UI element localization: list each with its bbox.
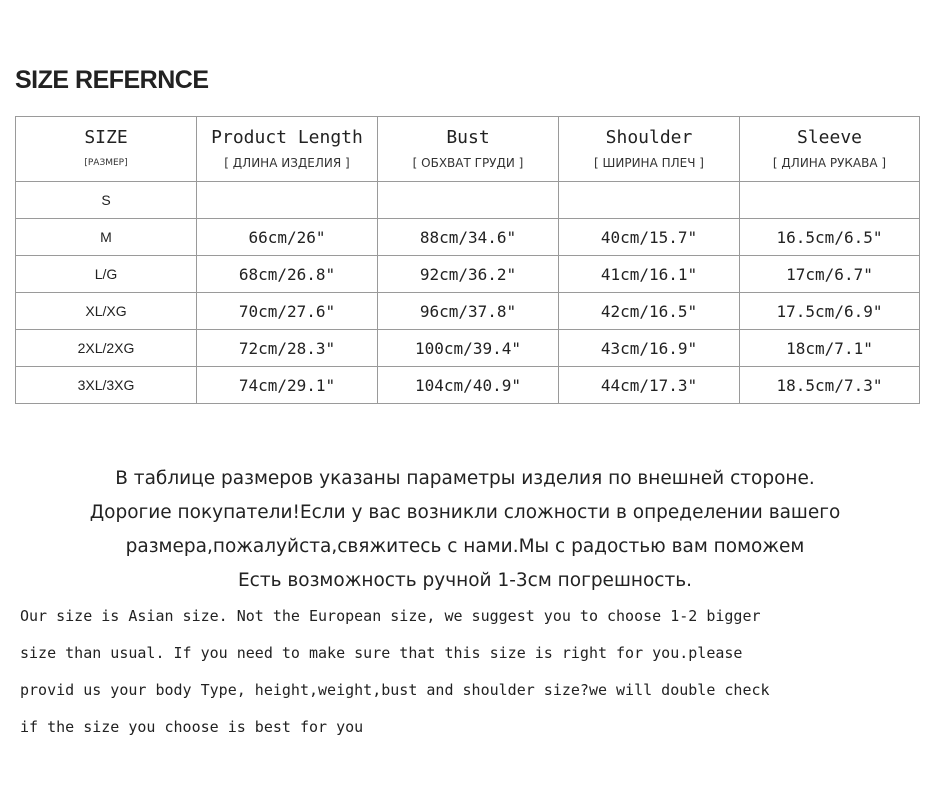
header-sleeve xyxy=(740,117,920,182)
table-row xyxy=(16,367,920,404)
english-note xyxy=(20,598,920,746)
header-shoulder-label: Shoulder xyxy=(605,126,693,148)
header-sleeve-ru-label: [ ДЛИНА РУКАВА ] xyxy=(772,155,887,170)
russian-note-line: размера,пожалуйста,свяжитесь с нами.Мы с радостью вам поможем xyxy=(125,536,805,557)
length-cell xyxy=(197,182,378,219)
header-shoulder xyxy=(559,117,740,182)
russian-note-line: Есть возможность ручной 1-3см погрешность. xyxy=(237,570,693,591)
length-cell: 74cm/29.1" xyxy=(197,367,378,404)
header-product-length xyxy=(197,117,378,182)
bust-cell: 104cm/40.9" xyxy=(378,367,559,404)
length-cell: 66cm/26" xyxy=(197,219,378,256)
english-note-line: provid us your body Type, height,weight,bust and shoulder size?we will double check xyxy=(20,681,770,699)
header-sleeve-label: Sleeve xyxy=(796,126,863,148)
english-note-line: size than usual. If you need to make sure that this size is right for you.please xyxy=(20,644,743,662)
shoulder-cell: 41cm/16.1" xyxy=(559,256,740,293)
header-bust-ru-label: [ ОБХВАТ ГРУДИ ] xyxy=(412,155,524,170)
table-header-row xyxy=(16,117,920,182)
header-bust xyxy=(378,117,559,182)
shoulder-cell: 44cm/17.3" xyxy=(559,367,740,404)
bust-cell xyxy=(378,182,559,219)
table-row xyxy=(16,219,920,256)
header-size-label: SIZE xyxy=(84,126,128,148)
shoulder-cell: 42cm/16.5" xyxy=(559,293,740,330)
english-note-line: Our size is Asian size. Not the European size, we suggest you to choose 1-2 bigger xyxy=(20,607,761,625)
length-cell: 72cm/28.3" xyxy=(197,330,378,367)
sleeve-cell: 18cm/7.1" xyxy=(740,330,920,367)
bust-cell: 88cm/34.6" xyxy=(378,219,559,256)
header-size xyxy=(16,117,197,182)
size-cell: 3XL/3XG xyxy=(16,367,197,404)
shoulder-cell: 40cm/15.7" xyxy=(559,219,740,256)
bust-cell: 92cm/36.2" xyxy=(378,256,559,293)
bust-cell: 100cm/39.4" xyxy=(378,330,559,367)
russian-note-line: Дорогие покупатели!Если у вас возникли сложности в определении вашего xyxy=(89,502,841,523)
length-cell: 70cm/27.6" xyxy=(197,293,378,330)
table-row xyxy=(16,182,920,219)
bust-cell: 96cm/37.8" xyxy=(378,293,559,330)
size-cell: S xyxy=(16,182,197,219)
sleeve-cell xyxy=(740,182,920,219)
length-cell: 68cm/26.8" xyxy=(197,256,378,293)
shoulder-cell xyxy=(559,182,740,219)
sleeve-cell: 17cm/6.7" xyxy=(740,256,920,293)
sleeve-cell: 18.5cm/7.3" xyxy=(740,367,920,404)
size-cell: M xyxy=(16,219,197,256)
table-row xyxy=(16,256,920,293)
english-note-line: if the size you choose is best for you xyxy=(20,718,364,736)
size-cell: XL/XG xyxy=(16,293,197,330)
russian-note xyxy=(0,462,930,598)
shoulder-cell: 43cm/16.9" xyxy=(559,330,740,367)
header-shoulder-ru-label: [ ШИРИНА ПЛЕЧ ] xyxy=(594,155,704,170)
header-size-ru-label: [РАЗМЕР] xyxy=(84,157,128,168)
header-bust-label: Bust xyxy=(446,126,490,148)
table-row xyxy=(16,330,920,367)
russian-note-line: В таблице размеров указаны параметры изделия по внешней стороне. xyxy=(115,468,815,489)
header-product-length-label: Product Length xyxy=(211,126,363,148)
size-chart-table xyxy=(15,116,920,404)
sleeve-cell: 16.5cm/6.5" xyxy=(740,219,920,256)
size-cell: L/G xyxy=(16,256,197,293)
header-product-length-ru-label: [ ДЛИНА ИЗДЕЛИЯ ] xyxy=(224,155,350,170)
sleeve-cell: 17.5cm/6.9" xyxy=(740,293,920,330)
page-title: SIZE REFERNCE xyxy=(15,66,209,94)
table-row xyxy=(16,293,920,330)
size-cell: 2XL/2XG xyxy=(16,330,197,367)
